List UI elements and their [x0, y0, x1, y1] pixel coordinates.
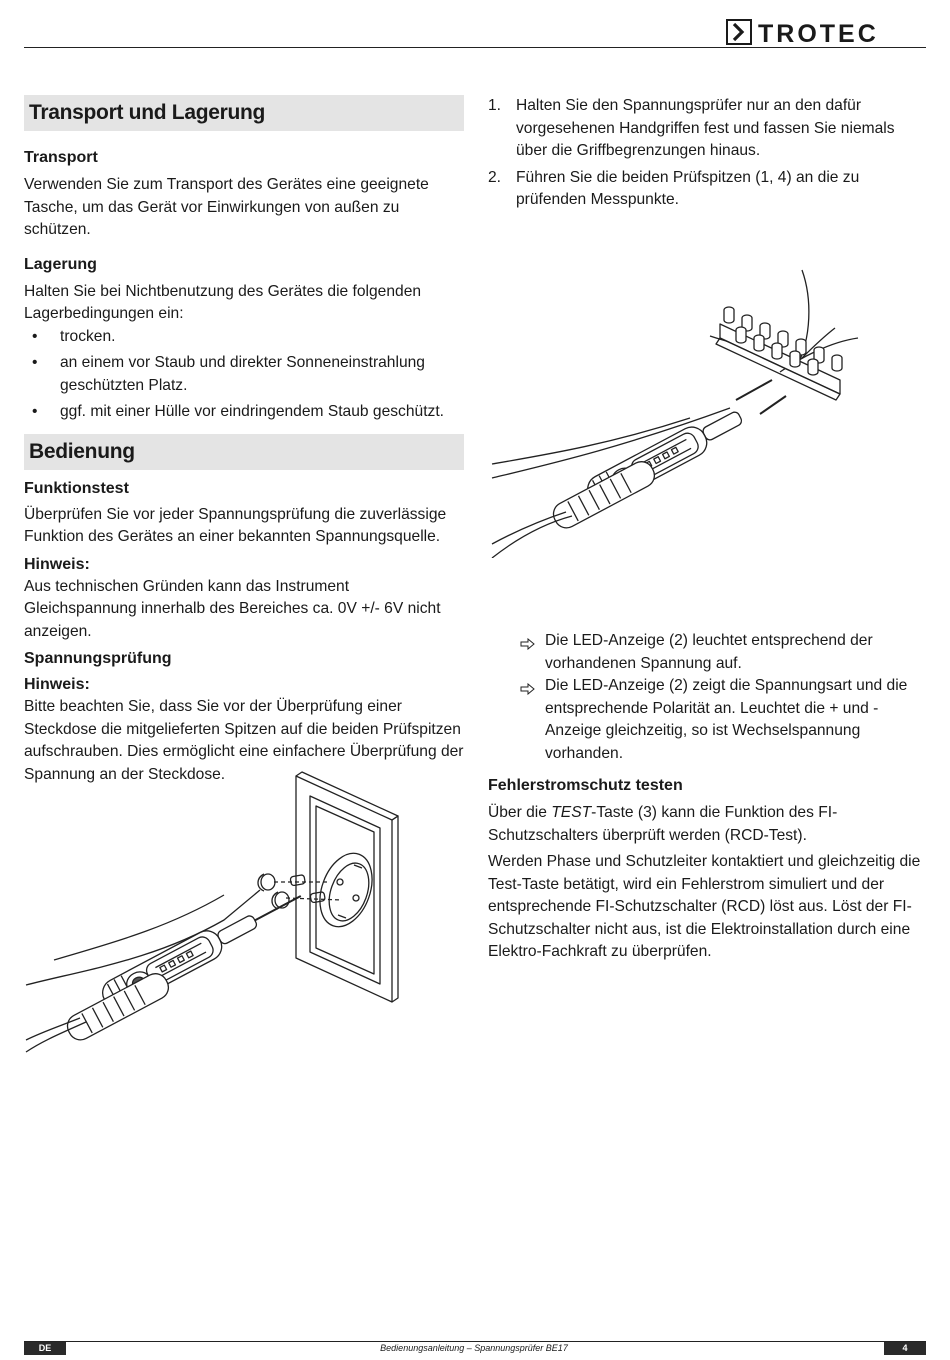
list-item: Die LED-Anzeige (2) zeigt die Spannungsart und die entsprechende Polarität an. Leuchtet die + und - Anzeige gleichzeitig, so ist Wechselspannung vorhanden. — [520, 675, 928, 765]
rcd-text-1: Über die TEST-Taste (3) kann die Funktion des FI-Schutzschalters überprüft werden (RCD-Test). — [488, 804, 838, 844]
function-test-heading: Funktionstest — [24, 479, 129, 497]
page-footer — [24, 1341, 926, 1355]
arrow-right-icon — [520, 635, 536, 658]
trotec-logo — [726, 19, 926, 45]
left-column — [24, 95, 464, 786]
note2-text: Bitte beachten Sie, dass Sie vor der Überprüfung einer Steckdose die mitgelieferten Spitzen auf die beiden Prüfspitzen aufschrauben. Dies ermöglicht eine einfachere Überprüfung der Spannung an der Steckdose. — [24, 698, 464, 783]
instruction-steps — [488, 95, 928, 212]
test-key-label: TEST — [551, 804, 592, 821]
terminal-block-illustration — [490, 268, 870, 563]
transport-text: Verwenden Sie zum Transport des Gerätes eine geeignete Tasche, um das Gerät vor Einwirkungen von außen zu schützen. — [24, 176, 429, 238]
brand-name: TROTEC — [758, 20, 879, 45]
bullet: • — [32, 354, 38, 371]
right-column — [488, 95, 928, 216]
footer-doc-title: Bedienungsanleitung – Spannungsprüfer BE17 — [380, 1343, 568, 1353]
language-badge: DE — [24, 1342, 66, 1355]
note1-text: Aus technischen Gründen kann das Instrument Gleichspannung innerhalb des Bereiches ca. 0V +/- 6V nicht anzeigen. — [24, 577, 441, 640]
list-item: 1. Halten Sie den Spannungsprüfer nur an den dafür vorgesehenen Handgriffen fest und fassen Sie niemals über die Griffbegrenzungen hinaus. — [488, 97, 895, 159]
right-column-lower — [488, 630, 928, 964]
section-title-bedienung: Bedienung — [24, 434, 464, 470]
list-item: • trocken. — [24, 326, 464, 349]
function-test-text: Überprüfen Sie vor jeder Spannungsprüfung die zuverlässige Funktion des Gerätes an einer bekannten Spannungsquelle. — [24, 505, 447, 545]
list-item: 2. Führen Sie die beiden Prüfspitzen (1, 4) an die zu prüfenden Messpunkte. — [488, 168, 860, 208]
socket-test-illustration — [24, 770, 404, 1065]
transport-heading: Transport — [24, 149, 98, 166]
result-list — [488, 630, 928, 765]
list-item: • ggf. mit einer Hülle vor eindringendem Staub geschützt. — [24, 401, 464, 424]
note2-heading: Hinweis: — [24, 676, 90, 693]
storage-text: Halten Sie bei Nichtbenutzung des Gerätes die folgenden Lagerbedingungen ein: — [24, 282, 422, 322]
voltage-test-heading: Spannungsprüfung — [24, 650, 172, 667]
rcd-text-2: Werden Phase und Schutzleiter kontaktiert und gleichzeitig die Test-Taste betätigt, wird ein Fehlerstrom simuliert und der entsprechende FI-Schutzschalter (RCD) löst aus. Löst der FI-Schutzschalter nicht aus, ist die Elektroinstallation durch eine Elektro-Fachkraft zu überprüfen. — [488, 853, 921, 960]
note1-heading: Hinweis: — [24, 555, 90, 573]
page-number: 4 — [884, 1342, 926, 1355]
storage-list — [24, 326, 464, 424]
list-item: • an einem vor Staub und direkter Sonneneinstrahlung geschützten Platz. — [32, 354, 425, 394]
arrow-right-icon — [520, 680, 536, 703]
section-title-transport: Transport und Lagerung — [24, 95, 464, 131]
bullet: • — [32, 403, 38, 420]
storage-heading: Lagerung — [24, 255, 97, 273]
list-item: Die LED-Anzeige (2) leuchtet entsprechend der vorhandenen Spannung auf. — [520, 630, 928, 675]
rcd-heading: Fehlerstromschutz testen — [488, 777, 683, 794]
bullet: • — [32, 327, 38, 345]
header-rule — [24, 47, 926, 48]
